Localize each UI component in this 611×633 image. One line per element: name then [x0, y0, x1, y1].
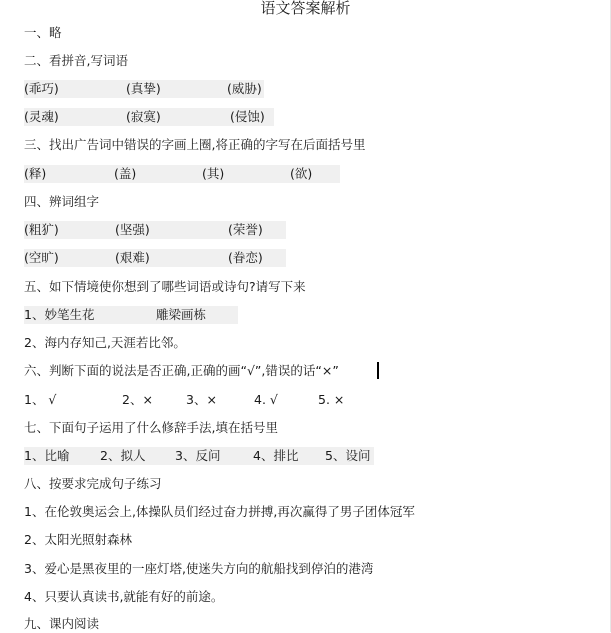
- answer-cell: 5、设问: [325, 448, 371, 463]
- answer-cell: (荣誉): [228, 222, 263, 237]
- answer-cell: 3、×: [186, 392, 217, 407]
- answer-cell: 2、拟人: [100, 448, 146, 463]
- answer-cell: 1、比喻: [24, 448, 70, 463]
- answer-cell: (侵蚀): [230, 109, 265, 124]
- section-5-item-1: [24, 306, 244, 324]
- section-2-row-2: [24, 108, 284, 126]
- answer-cell: 2、×: [122, 392, 153, 407]
- answer-cell: 4. √: [254, 392, 278, 407]
- section-8-item-4: 4、只要认真读书,就能有好的前途。: [24, 589, 224, 604]
- answer-cell: 4、排比: [253, 448, 299, 463]
- section-5-heading: 五、如下情境使你想到了哪些词语或诗句?请写下来: [24, 279, 306, 294]
- page-title: 语文答案解析: [260, 0, 351, 17]
- section-2-heading: 二、看拼音,写词语: [24, 53, 128, 68]
- answer-cell: (灵魂): [24, 109, 59, 124]
- section-8-item-2: 2、太阳光照射森林: [24, 532, 132, 547]
- answer-cell: 1、 √: [24, 392, 57, 407]
- section-7-heading: 七、下面句子运用了什么修辞手法,填在括号里: [24, 420, 278, 435]
- section-3-row-1: [24, 165, 344, 183]
- section-7-answers: [24, 447, 384, 465]
- text-cursor: [377, 362, 379, 379]
- answer-cell: 3、反问: [175, 448, 221, 463]
- section-8-item-1: 1、在伦敦奥运会上,体操队员们经过奋力拼搏,再次赢得了男子团体冠军: [24, 504, 415, 519]
- section-8-heading: 八、按要求完成句子练习: [24, 476, 162, 491]
- section-3-heading: 三、找出广告词中错误的字画上圈,将正确的字写在后面括号里: [24, 137, 366, 152]
- answer-cell: (释): [24, 166, 47, 181]
- answer-cell: (欲): [290, 166, 313, 181]
- answer-cell: 5. ×: [318, 392, 345, 407]
- answer-cell: (乖巧): [24, 81, 59, 96]
- answer-cell: (坚强): [115, 222, 150, 237]
- section-6-answers: [24, 391, 364, 409]
- answer-cell: (艰难): [115, 250, 150, 265]
- answer-cell: (盖): [114, 166, 137, 181]
- answer-cell: (其): [202, 166, 225, 181]
- answer-cell: (粗犷): [24, 222, 59, 237]
- section-5-item-2: 2、海内存知己,天涯若比邻。: [24, 335, 186, 350]
- section-4-row-1: [24, 221, 294, 239]
- answer-cell: (寂寞): [126, 109, 161, 124]
- answer-cell: 1、妙笔生花: [24, 307, 95, 322]
- answer-cell: (空旷): [24, 250, 59, 265]
- section-8-item-3: 3、爱心是黑夜里的一座灯塔,使迷失方向的航船找到停泊的港湾: [24, 561, 374, 576]
- answer-cell: (眷恋): [228, 250, 263, 265]
- answer-cell: (威胁): [227, 81, 262, 96]
- section-2-row-1: [24, 80, 284, 98]
- answer-cell: 雕梁画栋: [156, 307, 207, 322]
- section-4-heading: 四、辨词组字: [24, 194, 100, 209]
- answer-cell: (真挚): [126, 81, 161, 96]
- section-6-heading: 六、判断下面的说法是否正确,正确的画“√”,错误的话“×”: [24, 363, 339, 378]
- section-4-row-2: [24, 249, 294, 267]
- section-1-heading: 一、略: [24, 25, 62, 40]
- section-9-heading: 九、课内阅读: [24, 616, 100, 631]
